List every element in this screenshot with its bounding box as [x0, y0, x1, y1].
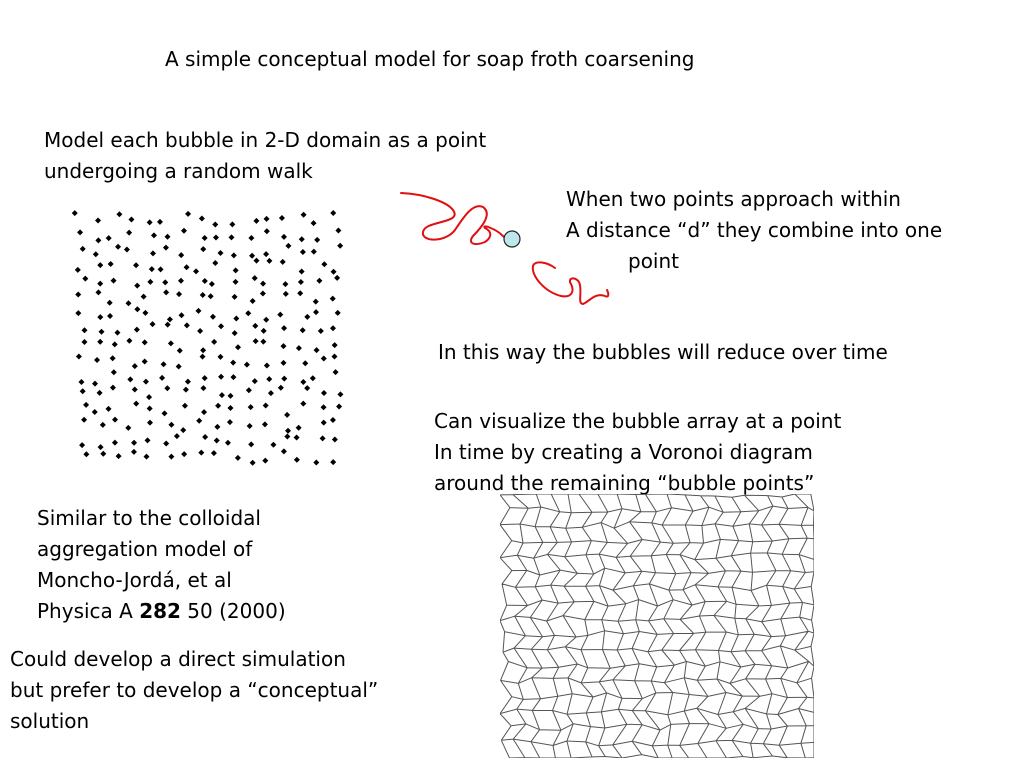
- bubble-point: [300, 327, 306, 333]
- bubble-point: [225, 440, 231, 446]
- model-line-1: Model each bubble in 2-D domain as a point: [44, 128, 487, 152]
- direct-simulation-note: [10, 644, 378, 737]
- bubble-point: [201, 409, 207, 415]
- bubble-point: [147, 420, 153, 426]
- bubble-point: [95, 289, 101, 295]
- bubble-point: [196, 418, 202, 424]
- bubble-point: [264, 228, 270, 234]
- bubble-point: [228, 234, 234, 240]
- bubble-point: [335, 310, 341, 316]
- bubble-point: [107, 300, 113, 306]
- bubble-point: [337, 243, 343, 249]
- bubble-point: [95, 237, 101, 243]
- bubble-point: [147, 406, 153, 412]
- bubble-point: [127, 376, 133, 382]
- bubble-point: [301, 212, 307, 218]
- bubble-point: [198, 450, 204, 456]
- bubble-point: [232, 330, 238, 336]
- bubble-point: [202, 375, 208, 381]
- bubble-point: [217, 250, 223, 256]
- bubble-point: [321, 390, 327, 396]
- bubble-point: [128, 217, 134, 223]
- bubble-point: [98, 444, 104, 450]
- bubble-point: [134, 306, 140, 312]
- bubble-point: [334, 275, 340, 281]
- bubble-point: [214, 438, 220, 444]
- colloid-line-2: aggregation model of: [37, 537, 253, 561]
- bubble-point: [195, 308, 201, 314]
- bubble-point: [143, 379, 149, 385]
- bubble-point: [296, 425, 302, 431]
- bubble-point: [200, 347, 206, 353]
- bubble-point: [214, 424, 220, 430]
- bubble-point: [142, 310, 148, 316]
- bubble-point: [124, 247, 130, 253]
- bubble-point: [313, 299, 319, 305]
- bubble-point: [313, 459, 319, 465]
- bubble-point: [320, 435, 326, 441]
- bubble-point: [330, 417, 336, 423]
- bubble-point: [330, 296, 336, 302]
- approach-line-2: A distance “d” they combine into one: [566, 218, 943, 242]
- bubble-point: [178, 278, 184, 284]
- bubble-point: [215, 403, 221, 409]
- bubble-point: [168, 454, 174, 460]
- bubble-point: [77, 229, 83, 235]
- bubble-point: [285, 428, 291, 434]
- bubble-point: [252, 323, 258, 329]
- bubble-point: [97, 314, 103, 320]
- bubble-point: [185, 211, 191, 217]
- bubble-point: [260, 339, 266, 345]
- bubble-point: [283, 291, 289, 297]
- bubble-point: [209, 281, 215, 287]
- bubble-point: [218, 374, 224, 380]
- bubble-point: [213, 235, 219, 241]
- bubble-point: [211, 450, 217, 456]
- colloid-line-1: Similar to the colloidal: [37, 506, 261, 530]
- bubble-point: [336, 403, 342, 409]
- bubble-point: [145, 437, 151, 443]
- bubble-point: [281, 325, 287, 331]
- colloid-line-3: Moncho-Jordá, et al: [37, 568, 232, 592]
- bubble-point: [176, 363, 182, 369]
- bubble-point: [249, 253, 255, 259]
- bubble-point: [79, 442, 85, 448]
- bubble-point: [97, 281, 103, 287]
- random-walk-path-lower: [533, 262, 609, 304]
- bubble-point: [331, 353, 337, 359]
- bubble-point: [80, 388, 86, 394]
- bubble-point: [167, 316, 173, 322]
- bubble-point: [281, 448, 287, 454]
- bubble-point: [133, 401, 139, 407]
- bubble-point: [244, 362, 250, 368]
- bubble-point: [270, 442, 276, 448]
- bubble-point: [296, 345, 302, 351]
- bubble-point: [107, 313, 113, 319]
- bubble-point: [82, 276, 88, 282]
- approach-description: [566, 184, 942, 277]
- bubble-point: [250, 298, 256, 304]
- model-description: [44, 125, 486, 187]
- bubble-point: [233, 315, 239, 321]
- bubble-point: [282, 281, 288, 287]
- bubble-point: [299, 269, 305, 275]
- bubble-point: [337, 391, 343, 397]
- bubble-point: [112, 417, 118, 423]
- bubble-point: [125, 300, 131, 306]
- bubble-point: [180, 427, 186, 433]
- bubble-point: [134, 327, 140, 333]
- bubble-point: [100, 422, 106, 428]
- bubble-point: [262, 421, 268, 427]
- bubble-point: [110, 385, 116, 391]
- bubble-point: [83, 451, 89, 457]
- bubble-point: [248, 441, 254, 447]
- bubble-point: [142, 339, 148, 345]
- bubble-point: [227, 393, 233, 399]
- bubble-point: [142, 358, 148, 364]
- bubble-point: [165, 234, 171, 240]
- bubble-point: [281, 376, 287, 382]
- bubble-point: [299, 236, 305, 242]
- bubble-point: [75, 292, 81, 298]
- bubble-point: [95, 218, 101, 224]
- bubble-point: [163, 440, 169, 446]
- bubble-point: [284, 434, 290, 440]
- slide-title: A simple conceptual model for soap froth coarsening: [165, 47, 695, 71]
- bubble-point: [202, 235, 208, 241]
- bubble-point: [158, 266, 164, 272]
- bubble-point: [302, 360, 308, 366]
- bubble-point: [131, 449, 137, 455]
- bubble-point: [285, 243, 291, 249]
- bubble-point: [111, 278, 117, 284]
- reduce-statement: In this way the bubbles will reduce over time: [438, 340, 888, 364]
- bubble-point: [294, 435, 300, 441]
- bubble-point: [116, 453, 122, 459]
- bubble-point: [268, 390, 274, 396]
- bubble-point: [184, 322, 190, 328]
- bubble-point: [235, 455, 241, 461]
- bubble-point: [263, 251, 269, 257]
- bubble-point: [178, 312, 184, 318]
- bubble-point: [147, 279, 153, 285]
- bubble-point: [181, 451, 187, 457]
- citation-journal: Physica A: [37, 599, 140, 623]
- bubble-point: [132, 387, 138, 393]
- bubble-point: [229, 221, 235, 227]
- bubble-point: [316, 278, 322, 284]
- bubble-point: [230, 360, 236, 366]
- bubble-point: [208, 293, 214, 299]
- bubble-point: [163, 245, 169, 251]
- bubble-point: [252, 275, 258, 281]
- bubble-point: [110, 355, 116, 361]
- bubble-point: [200, 246, 206, 252]
- bubble-point: [263, 402, 269, 408]
- bubble-point: [164, 385, 170, 391]
- bubble-point: [176, 291, 182, 297]
- bubble-point: [263, 317, 269, 323]
- bubble-point: [97, 262, 103, 268]
- bubble-point: [330, 325, 336, 331]
- bubble-point: [277, 312, 283, 318]
- bubble-point: [233, 279, 239, 285]
- bubble-point: [321, 261, 327, 267]
- bubble-point: [75, 310, 81, 316]
- bubble-point: [248, 235, 254, 241]
- bubble-point: [125, 425, 131, 431]
- bubble-point: [279, 215, 285, 221]
- bubble-point: [264, 363, 270, 369]
- bubble-point: [310, 375, 316, 381]
- random-walk-path-upper: [401, 193, 512, 244]
- bubble-point: [245, 310, 251, 316]
- bubble-point: [253, 218, 259, 224]
- bubble-point: [233, 267, 239, 273]
- bubble-point: [157, 219, 163, 225]
- bubble-point: [335, 228, 341, 234]
- bubble-point: [330, 210, 336, 216]
- direct-line-2: but prefer to develop a “conceptual”: [10, 678, 379, 702]
- model-line-2: undergoing a random walk: [44, 159, 313, 183]
- bubble-point: [200, 385, 206, 391]
- bubble-point: [149, 266, 155, 272]
- bubble-point: [133, 262, 139, 268]
- bubble-point: [159, 375, 165, 381]
- bubble-point: [174, 433, 180, 439]
- bubble-point: [141, 294, 147, 300]
- bubble-point: [235, 344, 241, 350]
- bubble-point: [314, 347, 320, 353]
- bubble-point: [298, 279, 304, 285]
- bubble-point-icon: [504, 231, 520, 247]
- bubble-point: [177, 348, 183, 354]
- bubble-point: [134, 283, 140, 289]
- bubble-point: [250, 460, 256, 466]
- bubble-point: [330, 459, 336, 465]
- bubble-point: [333, 369, 339, 375]
- bubble-point: [116, 211, 122, 217]
- bubble-point: [93, 251, 99, 257]
- bubble-point: [97, 339, 103, 345]
- bubble-point: [284, 412, 290, 418]
- citation-volume: 282: [139, 599, 181, 623]
- bubble-point: [197, 328, 203, 334]
- bubble-point: [278, 385, 284, 391]
- bubble-point: [332, 437, 338, 443]
- bubble-point: [248, 404, 254, 410]
- bubble-point: [210, 314, 216, 320]
- bubble-point: [108, 261, 114, 267]
- bubble-point: [280, 360, 286, 366]
- bubble-point: [199, 215, 205, 221]
- bubble-point: [300, 379, 306, 385]
- bubble-point: [311, 220, 317, 226]
- bubble-point: [313, 309, 319, 315]
- bubble-point: [111, 369, 117, 375]
- random-walk-figure: [395, 180, 615, 310]
- bubble-point: [185, 379, 191, 385]
- bubble-point: [112, 341, 118, 347]
- bubble-point: [300, 249, 306, 255]
- bubble-point: [168, 422, 174, 428]
- bubble-point: [266, 258, 272, 264]
- bubble-point: [227, 405, 233, 411]
- bubble-point: [280, 343, 286, 349]
- bubble-point: [247, 423, 253, 429]
- bubble-point: [97, 390, 103, 396]
- bubble-point: [200, 292, 206, 298]
- bubble-point: [321, 420, 327, 426]
- direct-line-3: solution: [10, 709, 90, 733]
- bubble-point: [200, 354, 206, 360]
- bubble-point: [150, 250, 156, 256]
- bubble-point: [178, 252, 184, 258]
- bubble-point: [202, 434, 208, 440]
- bubble-point: [146, 394, 152, 400]
- bubble-point: [193, 268, 199, 274]
- bubble-point: [211, 339, 217, 345]
- bubble-point: [81, 339, 87, 345]
- bubble-point: [147, 219, 153, 225]
- bubble-point: [72, 210, 78, 216]
- bubble-point: [253, 258, 259, 264]
- bubble-point: [332, 342, 338, 348]
- bubble-point: [321, 404, 327, 410]
- bubble-point: [126, 338, 132, 344]
- bubble-point: [131, 440, 137, 446]
- bubble-point: [331, 269, 337, 275]
- bubble-point: [262, 458, 268, 464]
- bubble-point: [106, 235, 112, 241]
- bubble-point: [252, 378, 258, 384]
- bubble-point: [100, 451, 106, 457]
- bubble-point: [163, 289, 169, 295]
- bubble-point: [114, 330, 120, 336]
- bubble-point: [266, 376, 272, 382]
- bubble-point: [321, 355, 327, 361]
- citation-pages: 50 (2000): [180, 599, 286, 623]
- bubble-point: [261, 328, 267, 334]
- bubble-point: [231, 252, 237, 258]
- direct-line-1: Could develop a direct simulation: [10, 647, 346, 671]
- bubble-point: [168, 340, 174, 346]
- bubble-point: [314, 237, 320, 243]
- bubble-point: [212, 260, 218, 266]
- visualize-line-1: Can visualize the bubble array at a point: [434, 409, 842, 433]
- bubble-point: [126, 230, 132, 236]
- bubble-point: [92, 409, 98, 415]
- random-points-figure: [66, 205, 350, 471]
- bubble-point: [162, 279, 168, 285]
- bubble-point: [106, 406, 112, 412]
- bubble-point: [83, 402, 89, 408]
- bubble-point: [260, 290, 266, 296]
- bubble-point: [92, 381, 98, 387]
- bubble-point: [253, 338, 259, 344]
- bubble-point: [98, 329, 104, 335]
- approach-line-1: When two points approach within: [566, 187, 901, 211]
- voronoi-cell-edges: [500, 494, 814, 758]
- bubble-point: [318, 328, 324, 334]
- bubble-point: [304, 314, 310, 320]
- bubble-point: [217, 354, 223, 360]
- bubble-point: [81, 417, 87, 423]
- visualize-line-3: around the remaining “bubble points”: [434, 471, 815, 495]
- bubble-point: [230, 374, 236, 380]
- colloid-reference: [37, 503, 286, 627]
- bubble-point: [82, 327, 88, 333]
- colloid-citation: [37, 596, 286, 627]
- visualize-line-2: In time by creating a Voronoi diagram: [434, 440, 813, 464]
- bubble-point: [76, 353, 82, 359]
- bubble-point: [115, 244, 121, 250]
- bubble-point: [212, 221, 218, 227]
- bubble-point: [151, 232, 157, 238]
- bubble-point: [227, 419, 233, 425]
- bubble-point: [182, 403, 188, 409]
- bubble-point: [165, 322, 171, 328]
- bubble-point: [184, 264, 190, 270]
- bubble-point: [311, 249, 317, 255]
- bubble-point: [94, 357, 100, 363]
- approach-line-3: point: [628, 249, 680, 273]
- bubble-point: [150, 321, 156, 327]
- bubble-point: [80, 246, 86, 252]
- visualize-description: [434, 406, 841, 499]
- bubble-point: [300, 401, 306, 407]
- bubble-point: [161, 361, 167, 367]
- bubble-point: [183, 387, 189, 393]
- bubble-point: [294, 457, 300, 463]
- bubble-point: [218, 323, 224, 329]
- bubble-point: [202, 278, 208, 284]
- bubble-point: [304, 385, 310, 391]
- bubble-point: [246, 387, 252, 393]
- bubble-point: [281, 234, 287, 240]
- bubble-point: [280, 259, 286, 265]
- bubble-point: [264, 216, 270, 222]
- bubble-point: [181, 228, 187, 234]
- bubble-point: [232, 294, 238, 300]
- bubble-point: [78, 379, 84, 385]
- bubble-point: [112, 440, 118, 446]
- bubble-point: [260, 281, 266, 287]
- bubble-point: [143, 454, 149, 460]
- bubble-point: [132, 363, 138, 369]
- bubble-point: [162, 410, 168, 416]
- bubble-point: [75, 267, 81, 273]
- bubble-point: [219, 392, 225, 398]
- voronoi-diagram-figure: [500, 494, 814, 758]
- bubble-point: [297, 290, 303, 296]
